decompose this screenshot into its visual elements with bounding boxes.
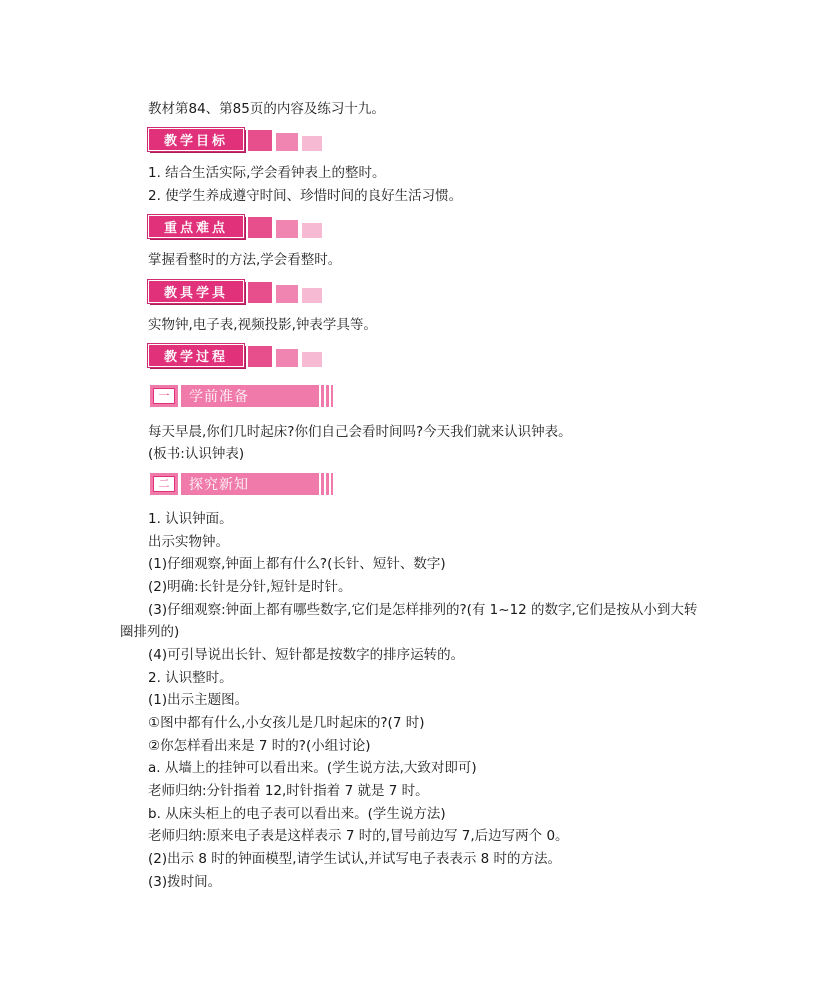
decor-stripes (316, 473, 331, 495)
paragraph-line: 圈排列的) (120, 624, 180, 640)
paragraph-line: (4)可引导说出长针、短针都是按数字的排序运转的。 (148, 647, 465, 663)
section-badge-process (148, 343, 322, 367)
divider (178, 385, 181, 407)
section-label: 教学过程 (148, 344, 244, 367)
decor-square (276, 285, 298, 303)
section-badge-tools (148, 279, 322, 303)
paragraph-line: (2)明确:长针是分针,短针是时针。 (148, 579, 352, 595)
decor-square (248, 130, 272, 151)
paragraph-line: (2)出示 8 时的钟面模型,请学生试认,并试写电子表表示 8 时的方法。 (148, 851, 562, 867)
paragraph-line: 老师归纳:分针指着 12,时针指着 7 就是 7 时。 (148, 783, 429, 799)
decor-square (302, 136, 322, 151)
paragraph-line: ①图中都有什么,小女孩儿是几时起床的?(7 时) (148, 715, 425, 731)
divider (178, 473, 181, 495)
part-number: 二 (153, 476, 175, 492)
keypoints-text: 掌握看整时的方法,学会看整时。 (148, 252, 342, 268)
paragraph-line: a. 从墙上的挂钟可以看出来。(学生说方法,大致对即可) (148, 760, 477, 776)
decor-square (248, 282, 272, 303)
paragraph-line: 2. 认识整时。 (148, 670, 233, 686)
section-label: 教学目标 (148, 128, 244, 151)
paragraph-line: (1)仔细观察,钟面上都有什么?(长针、短针、数字) (148, 556, 446, 572)
paragraph-line: 老师归纳:原来电子表是这样表示 7 时的,冒号前边写 7,后边写两个 0。 (148, 828, 569, 844)
paragraph-line: (3)仔细观察:钟面上都有哪些数字,它们是怎样排列的?(有 1~12 的数字,它们是按从小到大转 (148, 602, 698, 618)
part-number: 一 (153, 388, 175, 404)
decor-square (276, 220, 298, 238)
decor-square (276, 349, 298, 367)
part-header-prep (150, 385, 333, 407)
paragraph-line: 出示实物钟。 (148, 534, 229, 550)
section-badge-keypoints (148, 214, 322, 238)
part-header-explore (150, 473, 333, 495)
paragraph-line: b. 从床头柜上的电子表可以看出来。(学生说方法) (148, 806, 446, 822)
paragraph-line: 1. 认识钟面。 (148, 511, 233, 527)
decor-square (276, 133, 298, 151)
paragraph-line: (3)拨时间。 (148, 874, 222, 890)
section-badge-goals (148, 127, 322, 151)
section-label: 重点难点 (148, 215, 244, 238)
decor-square (302, 352, 322, 367)
part-title: 探究新知 (189, 477, 249, 493)
paragraph-line: 每天早晨,你们几时起床?你们自己会看时间吗?今天我们就来认识钟表。 (148, 424, 572, 440)
goal-line: 1. 结合生活实际,学会看钟表上的整时。 (148, 165, 386, 181)
decor-square (302, 223, 322, 238)
decor-stripes (316, 385, 331, 407)
paragraph-line: ②你怎样看出来是 7 时的?(小组讨论) (148, 738, 371, 754)
goal-line: 2. 使学生养成遵守时间、珍惜时间的良好生活习惯。 (148, 188, 463, 204)
section-label: 教具学具 (148, 280, 244, 303)
tools-text: 实物钟,电子表,视频投影,钟表学具等。 (148, 317, 377, 333)
intro-text: 教材第84、第85页的内容及练习十九。 (148, 101, 385, 117)
decor-square (302, 288, 322, 303)
part-title: 学前准备 (189, 389, 249, 405)
paragraph-line: (1)出示主题图。 (148, 692, 249, 708)
decor-square (248, 217, 272, 238)
paragraph-line: (板书:认识钟表) (148, 446, 245, 462)
decor-square (248, 346, 272, 367)
